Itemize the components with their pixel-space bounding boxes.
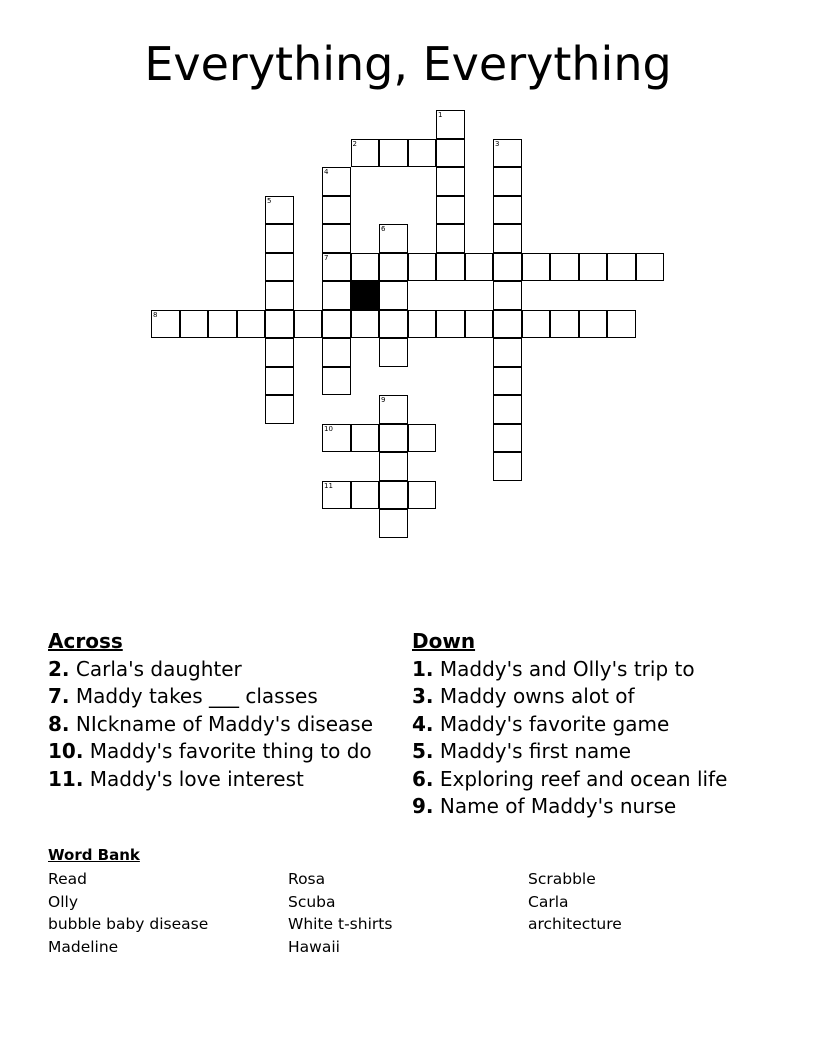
clue-text: Maddy's favorite thing to do: [83, 739, 372, 763]
grid-cell[interactable]: [493, 367, 522, 396]
grid-cell[interactable]: [550, 253, 579, 282]
grid-cell[interactable]: [436, 196, 465, 225]
grid-cell[interactable]: [379, 224, 408, 253]
grid-cell[interactable]: [379, 481, 408, 510]
clue-number: 3.: [412, 684, 434, 708]
word-bank-item: Scuba: [288, 892, 336, 911]
clue-text: Exploring reef and ocean life: [433, 766, 728, 791]
grid-cell[interactable]: [408, 424, 437, 453]
grid-cell[interactable]: [265, 224, 294, 253]
clue-number: 5.: [412, 739, 434, 763]
grid-cell[interactable]: [436, 110, 465, 139]
clue-number: 7.: [48, 684, 70, 708]
grid-cell[interactable]: [522, 253, 551, 282]
clue-number-label: 3: [495, 139, 500, 148]
grid-cell[interactable]: [379, 281, 408, 310]
grid-cell[interactable]: [351, 139, 380, 168]
grid-cell[interactable]: [237, 310, 266, 339]
word-bank-item: architecture: [528, 915, 622, 933]
clue-text: Maddy's and Olly's trip to: [433, 656, 695, 681]
down-clue: [412, 738, 727, 766]
clue-number-label: 10: [324, 424, 333, 433]
grid-cell[interactable]: [493, 224, 522, 253]
grid-cell[interactable]: [408, 481, 437, 510]
grid-cell[interactable]: [265, 367, 294, 396]
grid-cell[interactable]: [265, 281, 294, 310]
clue-text: Name of Maddy's nurse: [433, 794, 677, 818]
word-bank-item: Read: [48, 870, 87, 888]
word-bank-item: White t-shirts: [288, 915, 393, 933]
clue-number-label: 6: [381, 225, 386, 233]
clue-number-label: 4: [324, 168, 329, 176]
word-bank-item: Hawaii: [288, 937, 340, 956]
down-clue: [412, 793, 727, 821]
word-bank-column: [288, 868, 392, 958]
grid-cell[interactable]: [322, 424, 351, 453]
grid-cell[interactable]: [493, 395, 522, 424]
down-clue: [412, 683, 727, 711]
grid-cell[interactable]: [408, 253, 437, 282]
grid-cell[interactable]: [493, 452, 522, 481]
down-clue: [412, 711, 727, 739]
grid-cell[interactable]: [379, 395, 408, 424]
clue-text: Carla's daughter: [69, 656, 242, 681]
grid-cell[interactable]: [493, 281, 522, 310]
word-bank-item: Scrabble: [528, 870, 596, 888]
down-clue: [412, 656, 727, 684]
clue-number: 8.: [48, 711, 70, 736]
grid-cell[interactable]: [322, 281, 351, 310]
grid-cell[interactable]: [379, 310, 408, 339]
word-bank-title: Word Bank: [48, 846, 140, 864]
grid-cell[interactable]: [493, 196, 522, 225]
grid-cell[interactable]: [436, 167, 465, 196]
grid-cell[interactable]: [265, 196, 294, 225]
clue-number-label: 2: [352, 139, 357, 148]
word-bank-column: [48, 868, 208, 958]
grid-cell[interactable]: [322, 196, 351, 225]
word-bank-item: Carla: [528, 892, 569, 911]
grid-cell[interactable]: [607, 310, 636, 339]
across-clue: [48, 711, 373, 739]
grid-cell[interactable]: [579, 253, 608, 282]
clue-number: 6.: [412, 766, 434, 791]
grid-cell[interactable]: [436, 253, 465, 282]
word-bank-item: Olly: [48, 892, 78, 911]
grid-cell[interactable]: [607, 253, 636, 282]
clue-number-label: 1: [438, 111, 443, 119]
grid-cell[interactable]: [493, 253, 522, 282]
clue-number: 2.: [48, 656, 70, 681]
grid-cell[interactable]: [522, 310, 551, 339]
clue-text: Maddy owns alot of: [433, 684, 635, 708]
across-clue: [48, 656, 373, 684]
grid-cell[interactable]: [436, 224, 465, 253]
grid-cell[interactable]: [180, 310, 209, 339]
grid-cell[interactable]: [265, 338, 294, 367]
grid-cell[interactable]: [408, 139, 437, 168]
grid-cell[interactable]: [408, 310, 437, 339]
clue-number: 1.: [412, 656, 434, 681]
grid-cell[interactable]: [465, 253, 494, 282]
grid-cell[interactable]: [322, 367, 351, 396]
across-clues: [48, 628, 373, 793]
grid-cell[interactable]: [436, 310, 465, 339]
grid-cell[interactable]: [379, 338, 408, 367]
grid-cell[interactable]: [579, 310, 608, 339]
grid-cell[interactable]: [636, 253, 665, 282]
grid-cell[interactable]: [265, 395, 294, 424]
down-clue: [412, 766, 727, 794]
grid-cell[interactable]: [493, 310, 522, 339]
grid-cell[interactable]: [379, 452, 408, 481]
clue-text: Maddy takes ___ classes: [69, 684, 318, 708]
grid-cell[interactable]: [379, 424, 408, 453]
clue-text: Maddy's first name: [433, 739, 632, 763]
grid-cell[interactable]: [322, 338, 351, 367]
grid-cell[interactable]: [265, 310, 294, 339]
grid-cell[interactable]: [294, 310, 323, 339]
clue-number-label: 7: [324, 253, 329, 262]
clue-number-label: 8: [153, 310, 158, 319]
word-bank-column: [528, 868, 622, 936]
grid-cell[interactable]: [493, 338, 522, 367]
grid-cell[interactable]: [265, 253, 294, 282]
grid-cell[interactable]: [351, 481, 380, 510]
grid-cell[interactable]: [493, 424, 522, 453]
clue-number: 11.: [48, 766, 84, 791]
grid-cell[interactable]: [379, 509, 408, 538]
grid-cell[interactable]: [379, 253, 408, 282]
clue-number-label: 9: [381, 396, 386, 404]
grid-cell[interactable]: [436, 139, 465, 168]
grid-cell[interactable]: [379, 139, 408, 168]
clue-number: 4.: [412, 711, 434, 736]
clue-number: 9.: [412, 794, 434, 818]
clue-text: Maddy's love interest: [83, 766, 304, 791]
grid-cell[interactable]: [493, 139, 522, 168]
across-clue: [48, 766, 373, 794]
grid-cell[interactable]: [351, 424, 380, 453]
grid-cell[interactable]: [322, 253, 351, 282]
clue-text: Maddy's favorite game: [433, 711, 670, 736]
clue-number-label: 5: [267, 196, 272, 205]
down-heading: Down: [412, 629, 476, 653]
clue-text: NIckname of Maddy's disease: [69, 711, 373, 736]
grid-cell[interactable]: [322, 224, 351, 253]
grid-cell[interactable]: [465, 310, 494, 339]
across-heading: Across: [48, 629, 123, 653]
word-bank-item: bubble baby disease: [48, 915, 209, 933]
grid-cell[interactable]: [322, 481, 351, 510]
grid-cell[interactable]: [351, 253, 380, 282]
grid-cell[interactable]: [208, 310, 237, 339]
across-clue: [48, 683, 373, 711]
word-bank-item: Madeline: [48, 937, 119, 956]
grid-cell[interactable]: [351, 310, 380, 339]
clue-number-label: 11: [324, 481, 333, 490]
grid-cell[interactable]: [493, 167, 522, 196]
grid-cell[interactable]: [322, 167, 351, 196]
down-clues: [412, 628, 727, 821]
grid-cell[interactable]: [322, 310, 351, 339]
page-title: Everything, Everything: [144, 37, 672, 91]
grid-cell[interactable]: [151, 310, 180, 339]
clue-number: 10.: [48, 739, 84, 763]
word-bank-item: Rosa: [288, 870, 326, 888]
across-clue: [48, 738, 373, 766]
grid-cell[interactable]: [550, 310, 579, 339]
black-grid-cell: [351, 281, 380, 310]
